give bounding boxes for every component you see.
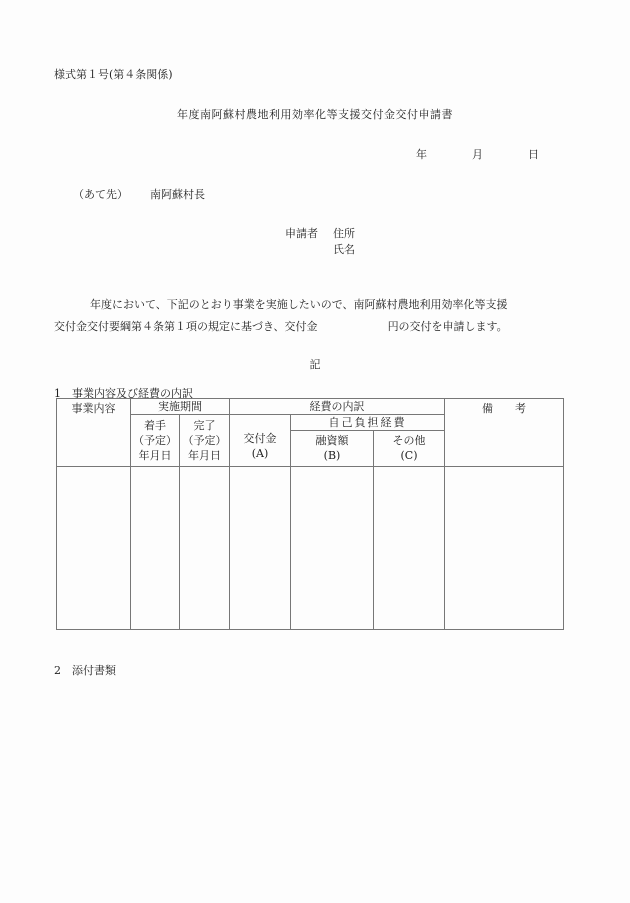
- header-grant-label: 交付金: [243, 431, 277, 445]
- section-2-number: 2: [54, 664, 61, 677]
- header-project: 事業内容: [57, 399, 131, 467]
- body-line-2: [54, 316, 508, 338]
- application-body: [54, 294, 508, 338]
- applicant-label: 申請者: [285, 227, 318, 240]
- header-end-label: 完了: [193, 419, 216, 432]
- cell-end[interactable]: [180, 467, 230, 630]
- header-start-planned: （予定）: [133, 434, 177, 447]
- header-period: 実施期間: [131, 399, 230, 415]
- name-label: 氏名: [333, 243, 355, 256]
- addressee: [73, 186, 205, 202]
- header-remarks: 備 考: [445, 399, 564, 467]
- body-line-1: 年度において、下記のとおり事業を実施したいので、南阿蘇村農地利用効率化等支援: [90, 298, 508, 311]
- header-start: [131, 415, 180, 467]
- breakdown-table: [56, 398, 564, 630]
- header-start-label: 着手: [144, 419, 166, 432]
- body-line-2-post: 円の交付を申請します。: [387, 320, 508, 333]
- header-cost-breakdown: 経費の内訳: [230, 399, 445, 415]
- header-end-planned: （予定）: [182, 434, 227, 447]
- form-number: 様式第１号(第４条関係): [54, 68, 173, 81]
- date-year: 年: [416, 148, 427, 161]
- header-other-label: その他: [392, 434, 426, 447]
- cell-project[interactable]: [57, 467, 131, 630]
- section-2-heading: [54, 662, 116, 678]
- header-start-date: 年月日: [138, 449, 172, 462]
- header-other-code: (C): [400, 449, 418, 462]
- date-line: [416, 146, 539, 162]
- header-loan-label: 融資額: [315, 434, 349, 447]
- body-line-2-pre: 交付金交付要綱第４条第１項の規定に基づき、交付金: [54, 320, 318, 333]
- date-month: 月: [472, 148, 483, 161]
- header-other: [374, 431, 445, 467]
- document-title: 年度南阿蘇村農地利用効率化等支援交付金交付申請書: [177, 108, 453, 121]
- table-row: [57, 467, 564, 630]
- cell-remarks[interactable]: [445, 467, 564, 630]
- section-1-title: 事業内容及び経費の内訳: [72, 387, 193, 400]
- header-end: [180, 415, 230, 467]
- cell-loan[interactable]: [291, 467, 374, 630]
- cell-grant[interactable]: [230, 467, 291, 630]
- header-self-burden: 自己負担経費: [291, 415, 445, 431]
- cell-start[interactable]: [131, 467, 180, 630]
- addressee-label: （あて先）: [73, 188, 128, 201]
- header-grant: [230, 415, 291, 467]
- section-1-number: 1: [54, 387, 61, 400]
- date-day: 日: [528, 148, 539, 161]
- cell-other[interactable]: [374, 467, 445, 630]
- ki-heading: 記: [309, 358, 321, 371]
- section-2-title: 添付書類: [72, 664, 116, 677]
- applicant-block: [285, 226, 355, 258]
- header-end-date: 年月日: [188, 449, 221, 462]
- address-label: 住所: [333, 227, 355, 240]
- addressee-name: 南阿蘇村長: [150, 188, 205, 201]
- header-loan: [291, 431, 374, 467]
- header-grant-code: (A): [251, 446, 269, 460]
- header-loan-code: (B): [323, 449, 341, 462]
